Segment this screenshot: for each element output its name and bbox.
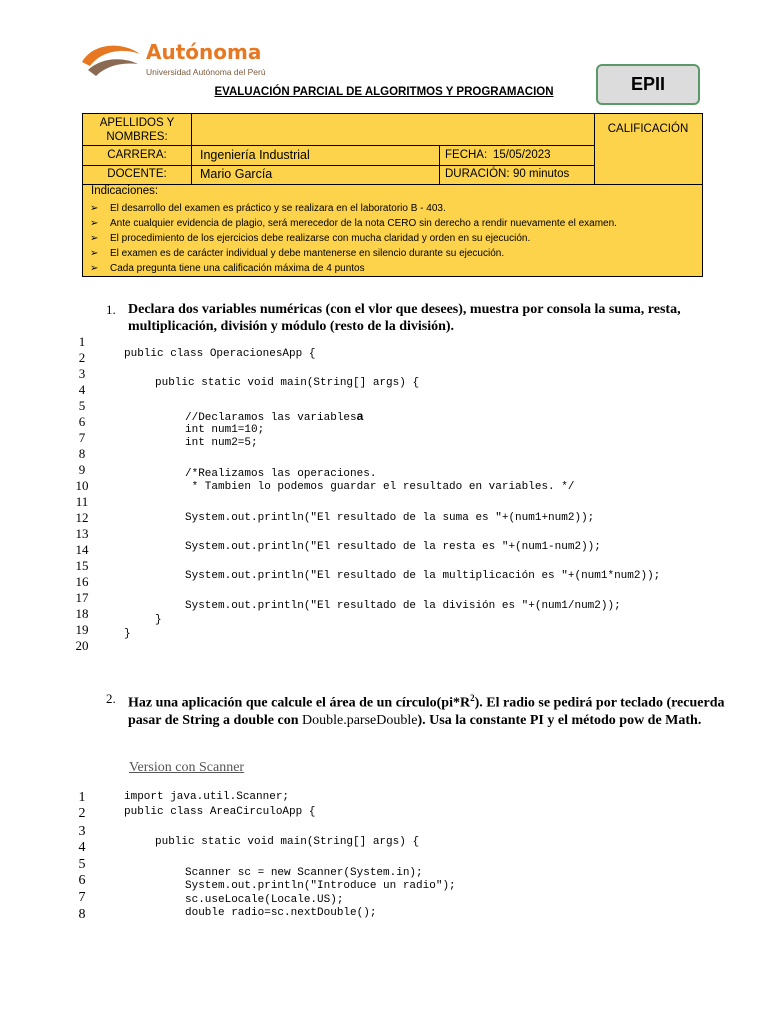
date-value: 15/05/2023 <box>493 149 551 161</box>
instruction-item: ➢ Cada pregunta tiene una calificación máxima de 4 puntos <box>83 262 617 277</box>
section-label: Version con Scanner <box>129 760 245 775</box>
stray-character: a <box>356 409 364 423</box>
duration-value: 90 minutos <box>513 168 570 180</box>
career-value: Ingeniería Industrial <box>200 148 310 162</box>
grade-label: CALIFICACIÓN <box>607 123 689 135</box>
instruction-item: ➢ El examen es de carácter individual y debe mantenerse en silencio durante su ejecución. <box>83 247 617 262</box>
question-method: Double.parseDouble <box>302 712 418 728</box>
line-number: 18 <box>75 606 89 621</box>
instruction-item: ➢ El procedimiento de los ejercicios debe realizarse con mucha claridad y orden en su ejecución. <box>83 232 617 247</box>
line-number: 5 <box>78 398 86 413</box>
logo-swoosh-icon <box>80 40 144 80</box>
logo-subtitle: Universidad Autónoma del Perú <box>146 67 266 77</box>
question-text-part3: ). Usa la constante PI y el método pow de Math. <box>417 712 702 728</box>
teacher-label: DOCENTE: <box>107 168 167 180</box>
question-1 <box>106 301 738 335</box>
program-badge: EPII <box>596 64 700 105</box>
grade-field[interactable] <box>595 144 701 184</box>
line-number: 17 <box>75 590 89 605</box>
line-number: 3 <box>78 824 86 839</box>
instruction-item: ➢ El desarrollo del examen es práctico y se realizara en el laboratorio B - 403. <box>83 202 617 217</box>
line-number: 3 <box>78 366 86 381</box>
code-line: double radio=sc.nextDouble(); <box>185 907 377 919</box>
question-superscript: 2 <box>470 693 475 703</box>
line-number: 8 <box>78 446 86 461</box>
line-number: 11 <box>75 494 89 509</box>
date-label: FECHA: <box>445 149 488 161</box>
question-number: 1. <box>106 302 116 317</box>
instructions-list <box>83 202 617 277</box>
line-number: 14 <box>75 542 89 557</box>
line-number: 9 <box>78 462 86 477</box>
code-line <box>185 410 363 425</box>
surname-label: APELLIDOS Y NOMBRES: <box>99 117 175 143</box>
line-number: 1 <box>78 334 86 349</box>
code-line: System.out.println("El resultado de la división es "+(num1/num2)); <box>185 600 621 612</box>
question-text: Declara dos variables numéricas (con el vlor que desees), muestra por consola la suma, resta, multiplicación, división y módulo (resto de la división). <box>128 302 681 334</box>
line-number: 15 <box>75 558 89 573</box>
line-number: 6 <box>78 873 86 888</box>
line-number: 16 <box>75 574 89 589</box>
university-logo <box>80 40 280 85</box>
code-line: System.out.println("El resultado de la multiplicación es "+(num1*num2)); <box>185 570 661 582</box>
code-line: int num2=5; <box>185 437 258 449</box>
line-number: 10 <box>75 478 89 493</box>
code-comment: //Declaramos las variables <box>185 412 357 424</box>
line-number: 2 <box>78 350 86 365</box>
line-number: 8 <box>78 907 86 922</box>
code-line: int num1=10; <box>185 424 265 436</box>
exam-info-table <box>82 113 703 277</box>
teacher-value: Mario García <box>200 167 273 181</box>
line-number: 7 <box>78 430 86 445</box>
code-line: } <box>124 628 131 640</box>
code-line: * Tambien lo podemos guardar el resultado en variables. */ <box>185 481 575 493</box>
line-number: 2 <box>78 806 86 821</box>
question-2 <box>106 690 738 729</box>
surname-field[interactable] <box>192 115 593 144</box>
code-line: public static void main(String[] args) { <box>155 377 420 389</box>
logo-name: Autónoma <box>146 40 262 64</box>
code-line: Scanner sc = new Scanner(System.in); <box>185 867 423 879</box>
line-number: 20 <box>75 638 89 653</box>
line-number: 4 <box>78 382 86 397</box>
question-text-part2: ). El radio se pedirá por teclado (recuerda pasar de String a double con <box>128 695 725 728</box>
code-line: sc.useLocale(Locale.US); <box>185 894 344 906</box>
code-line: } <box>155 614 162 626</box>
code-line: import java.util.Scanner; <box>124 791 290 803</box>
code-line: System.out.println("Introduce un radio"); <box>185 880 456 892</box>
code-line: /*Realizamos las operaciones. <box>185 468 377 480</box>
line-number: 4 <box>78 840 86 855</box>
question-number: 2. <box>106 691 116 706</box>
instruction-item: ➢ Ante cualquier evidencia de plagio, será merecedor de la nota CERO sin derecho a rendir nuevamente el examen. <box>83 217 617 232</box>
code-line: public class AreaCirculoApp { <box>124 806 316 818</box>
duration-label: DURACIÓN: <box>445 168 510 180</box>
line-number: 5 <box>78 857 86 872</box>
line-number: 6 <box>78 414 86 429</box>
question-text-part1: Haz una aplicación que calcule el área de un círculo(pi*R <box>128 695 471 711</box>
line-number: 12 <box>75 510 89 525</box>
line-number: 1 <box>78 790 86 805</box>
line-number: 19 <box>75 622 89 637</box>
career-label: CARRERA: <box>107 149 167 161</box>
line-number: 13 <box>75 526 89 541</box>
instructions-title: Indicaciones: <box>91 185 159 197</box>
exam-title: EVALUACIÓN PARCIAL DE ALGORITMOS Y PROGRAMACION <box>214 86 554 98</box>
code-line: System.out.println("El resultado de la resta es "+(num1-num2)); <box>185 541 601 553</box>
line-number: 7 <box>78 890 86 905</box>
code-line: public static void main(String[] args) { <box>155 836 420 848</box>
code-line: public class OperacionesApp { <box>124 348 316 360</box>
code-line: System.out.println("El resultado de la suma es "+(num1+num2)); <box>185 512 595 524</box>
